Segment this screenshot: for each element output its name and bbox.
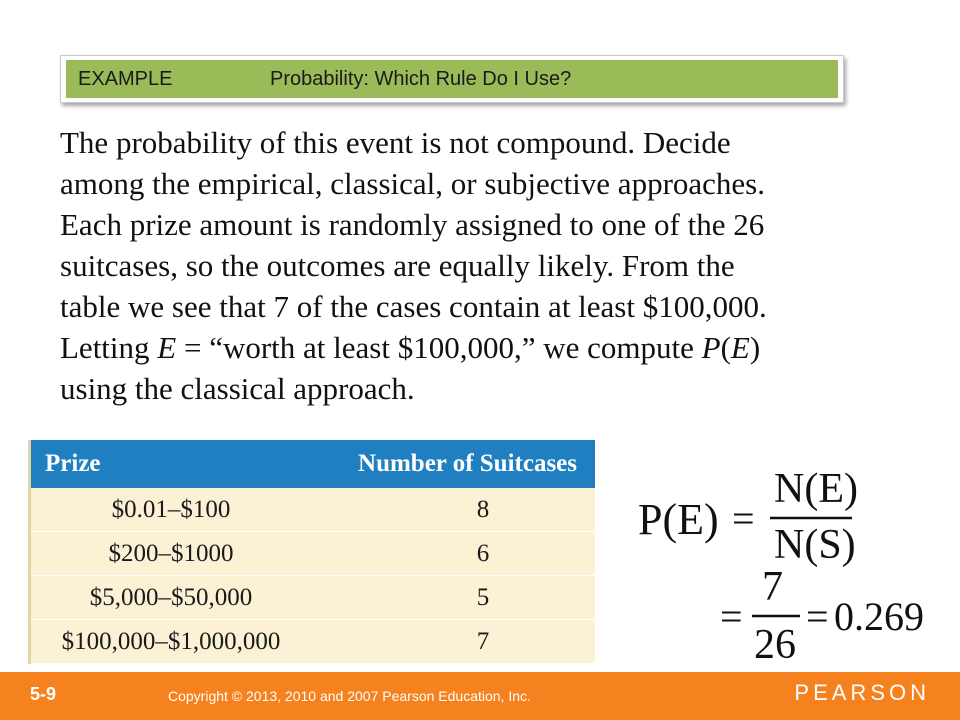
copyright-notice: Copyright © 2013, 2010 and 2007 Pearson Education, Inc.	[168, 688, 531, 704]
prize-table	[31, 440, 595, 664]
paragraph-line: using the classical approach.	[60, 371, 415, 406]
example-banner-fill	[66, 60, 838, 98]
prize-table-container	[28, 440, 595, 664]
slide-title: Probability: Which Rule Do I Use?	[270, 67, 572, 90]
table-row	[31, 532, 595, 576]
paragraph-line: Each prize amount is randomly assigned to one of the 26	[60, 207, 765, 242]
fraction-denominator: 26	[754, 622, 796, 668]
prize-cell: $5,000–$50,000	[31, 576, 311, 620]
formula-denominator: N(S)	[774, 522, 856, 568]
count-cell: 6	[311, 532, 595, 576]
example-label: EXAMPLE	[78, 67, 173, 90]
count-cell: 5	[311, 576, 595, 620]
paragraph-line-part: = “worth at least $100,000,” we compute	[176, 330, 702, 365]
formula-lhs: P(E)	[638, 495, 719, 544]
event-symbol: E	[157, 330, 177, 365]
paragraph-line-part: )	[749, 330, 761, 365]
paragraph-line: table we see that 7 of the cases contain at least $100,000.	[60, 289, 767, 324]
prize-cell: $200–$1000	[31, 532, 311, 576]
fraction-numerator: 7	[762, 564, 783, 610]
event-symbol: E	[730, 330, 750, 365]
prize-cell: $100,000–$1,000,000	[31, 620, 311, 664]
table-row	[31, 488, 595, 532]
paragraph-line: The probability of this event is not compound. Decide	[60, 125, 731, 160]
header-number-of-suitcases: Number of Suitcases	[311, 440, 595, 488]
table-row	[31, 576, 595, 620]
prize-cell: $0.01–$100	[31, 488, 311, 532]
body-paragraph	[60, 122, 920, 409]
formula-result: 0.269	[834, 594, 924, 639]
count-cell: 7	[311, 620, 595, 664]
paragraph-line: suitcases, so the outcomes are equally likely. From the	[60, 248, 735, 283]
probability-formula	[636, 462, 936, 672]
header-prize: Prize	[31, 440, 311, 488]
table-header-row	[31, 440, 595, 488]
paragraph-line: among the empirical, classical, or subjective approaches.	[60, 166, 765, 201]
formula-numerator: N(E)	[774, 466, 858, 512]
pearson-logo: PEARSON	[794, 680, 930, 705]
count-cell: 8	[311, 488, 595, 532]
formula-equals-3: =	[806, 594, 829, 639]
formula-equals-2: =	[720, 594, 743, 639]
paragraph-line-part: (	[720, 330, 731, 365]
paragraph-line-part: Letting	[60, 330, 158, 365]
example-banner	[60, 55, 844, 103]
formula-equals: =	[732, 496, 755, 541]
footer-bar	[0, 672, 960, 720]
table-row	[31, 620, 595, 664]
probability-symbol: P	[701, 330, 721, 365]
slide-number: 5-9	[30, 684, 57, 704]
